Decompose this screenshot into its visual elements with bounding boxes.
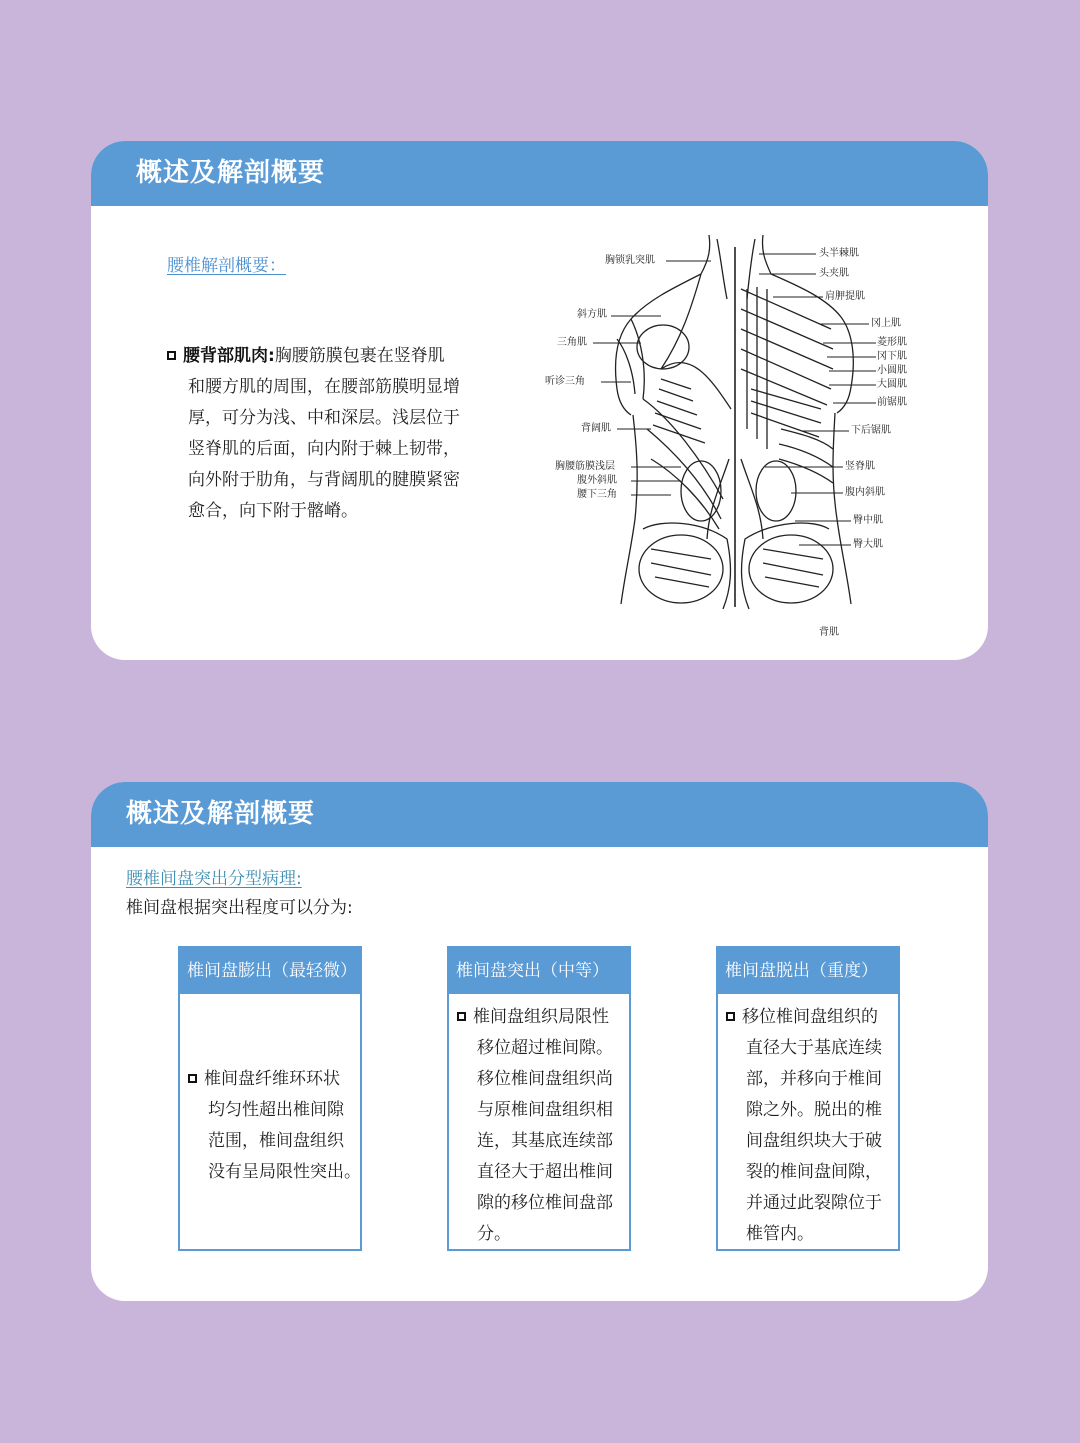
muscle-description [167, 341, 467, 527]
bullet-first-line [457, 1002, 613, 1033]
type-box-body [188, 1064, 361, 1188]
card-title: 概述及解剖概要 [136, 158, 326, 188]
type-box-extrusion [716, 946, 900, 1251]
bullet-first-line [167, 341, 467, 372]
bullet-square-icon [726, 1012, 735, 1021]
figure-label: 胸锁乳突肌 [605, 255, 655, 266]
figure-label: 腹外斜肌 [577, 475, 617, 486]
bullet-text-line: 愈合，向下附于髂嵴。 [188, 501, 358, 521]
figure-label: 腹内斜肌 [845, 487, 885, 498]
bullet-text-line: 直径大于超出椎间 [477, 1162, 613, 1182]
figure-label: 小圆肌 [877, 365, 907, 376]
bullet-square-icon [167, 351, 176, 360]
bullet-text-line: 范围，椎间盘组织 [208, 1131, 344, 1151]
figure-label: 菱形肌 [877, 337, 907, 348]
figure-caption: 背肌 [819, 627, 839, 638]
bullet-bold-term: 腰背部肌肉: [183, 346, 275, 366]
bullet-text-line: 椎间盘组织局限性 [473, 1007, 609, 1027]
figure-label: 头夹肌 [819, 268, 849, 279]
anatomy-overview-card [91, 141, 988, 660]
figure-label: 肩胛提肌 [825, 291, 865, 302]
bullet-square-icon [188, 1074, 197, 1083]
bullet-text-line: 均匀性超出椎间隙 [208, 1100, 344, 1120]
bullet-text-line: 和腰方肌的周围，在腰部筋膜明显增 [188, 377, 460, 397]
card-title: 概述及解剖概要 [126, 799, 316, 829]
figure-label: 背阔肌 [581, 423, 611, 434]
type-box-bulge [178, 946, 362, 1251]
figure-label: 冈上肌 [871, 318, 901, 329]
figure-label: 前锯肌 [877, 397, 907, 408]
bullet-text-line: 与原椎间盘组织相 [477, 1100, 613, 1120]
intro-text: 椎间盘根据突出程度可以分为: [126, 898, 353, 918]
bullet-text-line: 移位椎间盘组织尚 [477, 1069, 613, 1089]
bullet-text-line: 椎间盘纤维环环状 [204, 1069, 340, 1089]
type-box-heading: 椎间盘膨出（最轻微） [180, 948, 360, 994]
bullet-text-line: 部，并移向于椎间 [746, 1069, 882, 1089]
bullet-text-line: 裂的椎间盘间隙， [746, 1162, 882, 1182]
section-subtitle-link[interactable]: 腰椎解剖概要： [167, 256, 286, 276]
figure-label: 三角肌 [557, 337, 587, 348]
figure-label: 大圆肌 [877, 379, 907, 390]
figure-label: 头半棘肌 [819, 248, 859, 259]
bullet-text-line: 隙的移位椎间盘部 [477, 1193, 613, 1213]
bullet-first-line [726, 1002, 882, 1033]
bullet-text-line: 隙之外。脱出的椎 [746, 1100, 882, 1120]
bullet-text-line: 直径大于基底连续 [746, 1038, 882, 1058]
bullet-text-line: 移位超过椎间隙。 [477, 1038, 613, 1058]
bullet-text-line: 分。 [477, 1224, 511, 1244]
figure-label: 冈下肌 [877, 351, 907, 362]
type-box-body [457, 1002, 613, 1250]
type-box-heading: 椎间盘突出（中等） [449, 948, 629, 994]
section-subtitle-link[interactable]: 腰椎间盘突出分型病理: [126, 869, 302, 889]
figure-label: 斜方肌 [577, 309, 607, 320]
type-box-body [726, 1002, 882, 1250]
figure-label: 腰下三角 [577, 489, 617, 500]
bullet-text-line: 向外附于肋角，与背阔肌的腱膜紧密 [188, 470, 460, 490]
type-box-protrusion [447, 946, 631, 1251]
type-box-heading: 椎间盘脱出（重度） [718, 948, 898, 994]
bullet-text-line: 连，其基底连续部 [477, 1131, 613, 1151]
figure-label: 竖脊肌 [845, 461, 875, 472]
figure-label: 臀中肌 [853, 515, 883, 526]
figure-label: 听诊三角 [545, 376, 585, 387]
bullet-text-line: 间盘组织块大于破 [746, 1131, 882, 1151]
bullet-first-line [188, 1064, 361, 1095]
bullet-text-line: 椎管内。 [746, 1224, 814, 1244]
bullet-text-line: 厚，可分为浅、中和深层。浅层位于 [188, 408, 460, 428]
bullet-text-line: 胸腰筋膜包裹在竖脊肌 [274, 346, 445, 366]
bullet-text-line: 并通过此裂隙位于 [746, 1193, 882, 1213]
figure-label: 臀大肌 [853, 539, 883, 550]
bullet-text-line: 没有呈局限性突出。 [208, 1162, 361, 1182]
disc-herniation-card [91, 782, 988, 1301]
bullet-square-icon [457, 1012, 466, 1021]
bullet-text-line: 移位椎间盘组织的 [742, 1007, 878, 1027]
back-muscles-figure [545, 229, 907, 649]
bullet-text-line: 竖脊肌的后面，向内附于棘上韧带， [188, 439, 460, 459]
figure-label: 胸腰筋膜浅层 [555, 461, 615, 472]
figure-label: 下后锯肌 [851, 425, 891, 436]
